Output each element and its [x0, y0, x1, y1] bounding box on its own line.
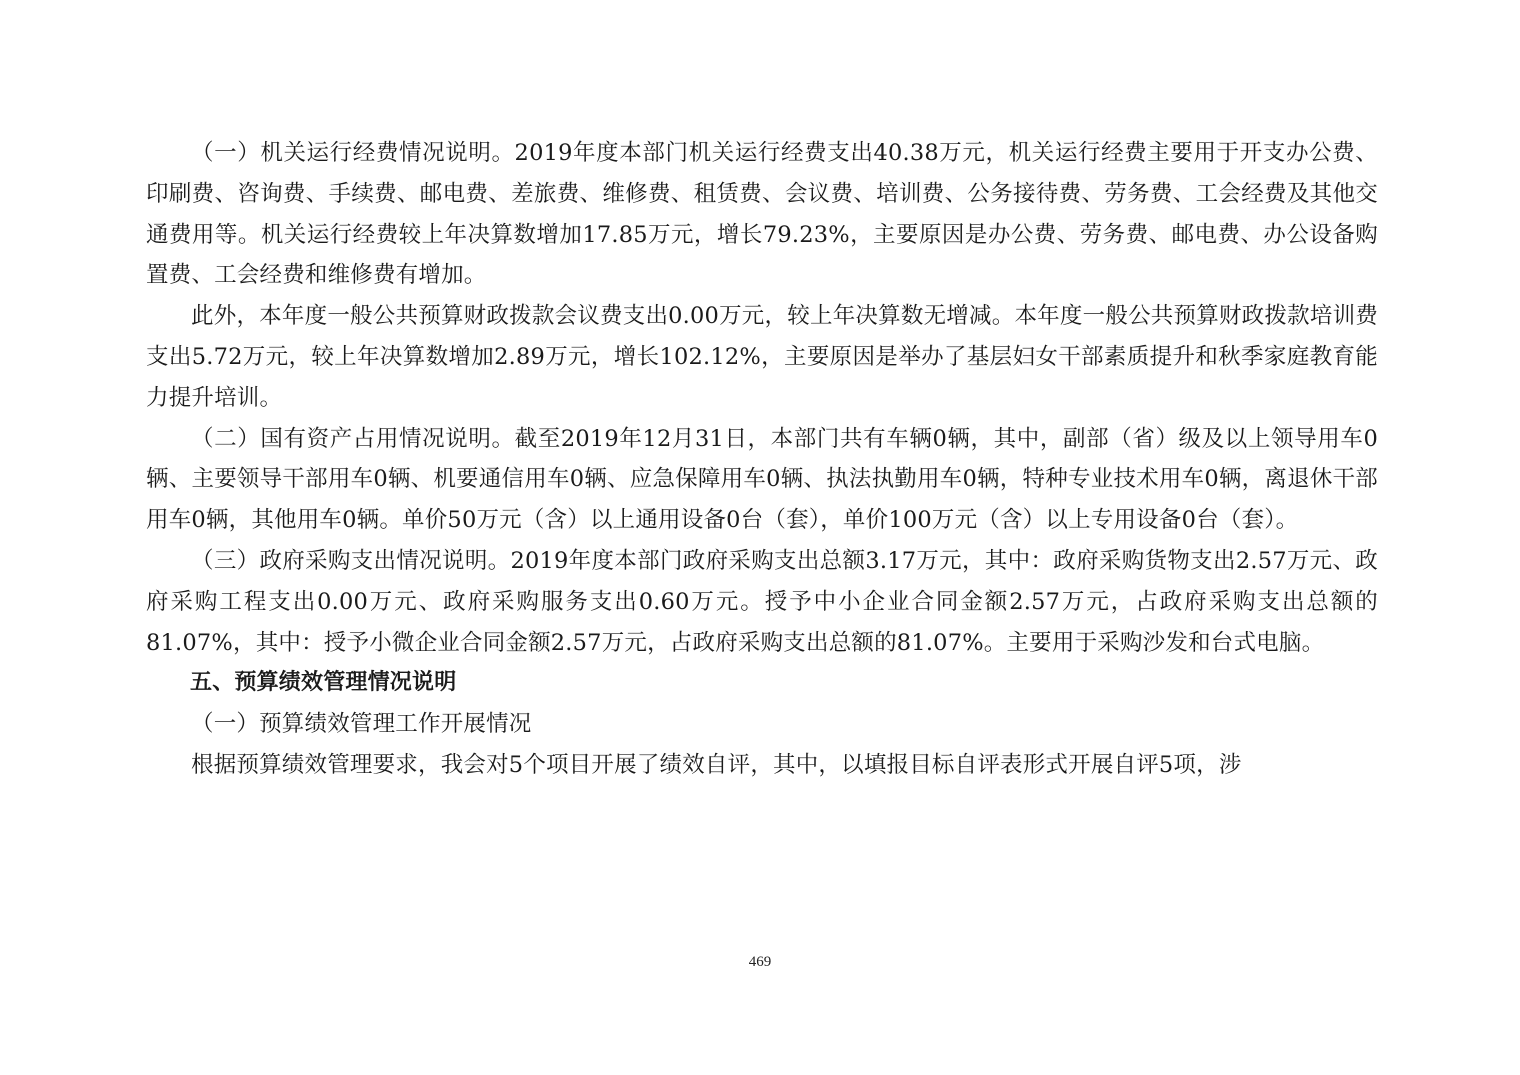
paragraph-state-assets: （二）国有资产占用情况说明。截至2019年12月31日，本部门共有车辆0辆，其中，副部（省）级及以上领导用车0辆、主要领导干部用车0辆、机要通信用车0辆、应急保障用车0辆、执法执勤用车0辆，特种专业技术用车0辆，离退休干部用车0辆，其他用车0辆。单价50万元（含）以上通用设备0台（套），单价100万元（含）以上专用设备0台（套）。 [146, 425, 1378, 534]
paragraph-operating-expenses: （一）机关运行经费情况说明。2019年度本部门机关运行经费支出40.38万元，机关运行经费主要用于开支办公费、印刷费、咨询费、手续费、邮电费、差旅费、维修费、租赁费、会议费、培训费、公务接待费、劳务费、工会经费及其他交通费用等。机关运行经费较上年决算数增加17.85万元，增长79.23%，主要原因是办公费、劳务费、邮电费、办公设备购置费、工会经费和维修费有增加。 [146, 140, 1378, 289]
paragraph-performance-self-evaluation: 根据预算绩效管理要求，我会对5个项目开展了绩效自评，其中，以填报目标自评表形式开展自评5项，涉 [191, 751, 1242, 778]
document-body [146, 133, 1378, 786]
subsection-heading: （一）预算绩效管理工作开展情况 [191, 711, 532, 738]
section-heading: 五、预算绩效管理情况说明 [190, 670, 457, 696]
paragraph-government-procurement: （三）政府采购支出情况说明。2019年度本部门政府采购支出总额3.17万元，其中：政府采购货物支出2.57万元、政府采购工程支出0.00万元、政府采购服务支出0.60万元。授予中小企业合同金额2.57万元，占政府采购支出总额的81.07%，其中：授予小微企业合同金额2.57万元，占政府采购支出总额的81.07%。主要用于采购沙发和台式电脑。 [146, 547, 1378, 656]
paragraph-meeting-training-fees: 此外，本年度一般公共预算财政拨款会议费支出0.00万元，较上年决算数无增减。本年度一般公共预算财政拨款培训费支出5.72万元，较上年决算数增加2.89万元，增长102.12%，主要原因是举办了基层妇女干部素质提升和秋季家庭教育能力提升培训。 [146, 303, 1378, 411]
page-number: 469 [748, 954, 772, 970]
